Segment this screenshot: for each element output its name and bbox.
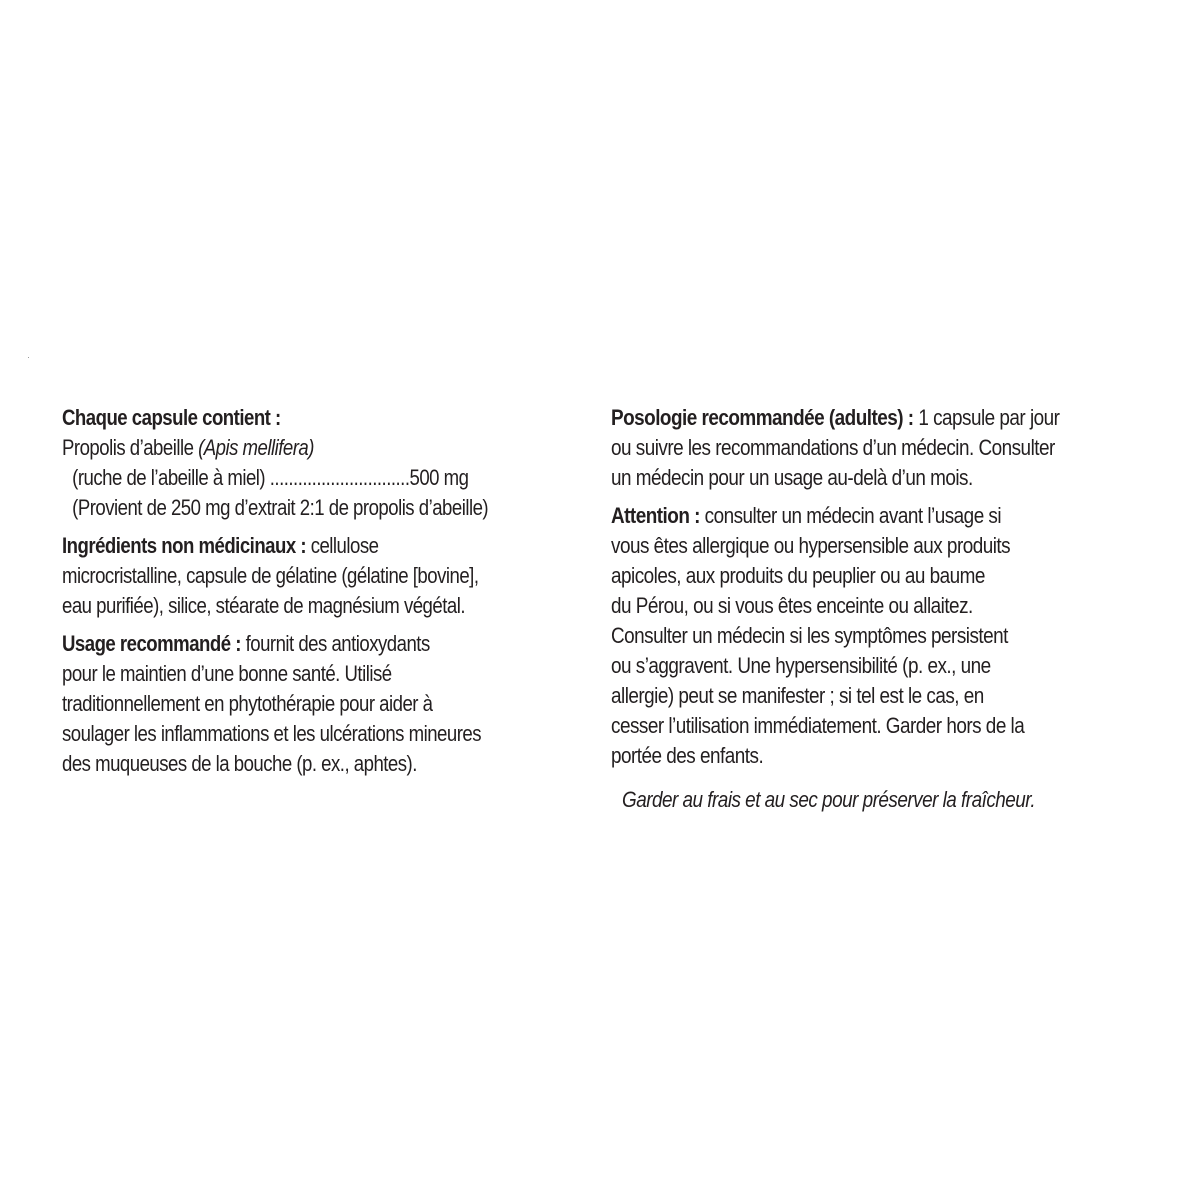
caution-line-2: vous êtes allergique ou hypersensible aux produits: [611, 533, 1011, 558]
contents-heading-text: Chaque capsule contient :: [62, 405, 281, 430]
nonmedicinal-section: [62, 531, 586, 621]
ingredient-source: (Provient de 250 mg d’extrait 2:1 de propolis d’abeille): [72, 495, 489, 520]
dosage-text-1: 1 capsule par jour: [913, 405, 1060, 430]
caution-line-7: allergie) peut se manifester ; si tel est le cas, en: [611, 683, 984, 708]
dosage-section: [611, 403, 1161, 493]
nonmed-heading: Ingrédients non médicinaux :: [62, 533, 307, 558]
caution-text-1: consulter un médecin avant l’usage si: [699, 503, 1002, 528]
usage-section: [62, 629, 586, 779]
storage-note: Garder au frais et au sec pour préserver la fraîcheur.: [622, 787, 1036, 812]
contents-heading: [62, 403, 586, 433]
usage-line-5: des muqueuses de la bouche (p. ex., aphtes).: [62, 751, 417, 776]
caution-line-3: apicoles, aux produits du peuplier ou au baume: [611, 563, 985, 588]
caution-line-9: portée des enfants.: [611, 743, 764, 768]
ingredient-name: Propolis d’abeille: [62, 435, 194, 460]
usage-line-1: [62, 629, 586, 659]
dosage-heading: Posologie recommandée (adultes) :: [611, 405, 914, 430]
nonmed-line-2: microcristalline, capsule de gélatine (gélatine [bovine],: [62, 563, 479, 588]
usage-line-3: traditionnellement en phytothérapie pour aider à: [62, 691, 433, 716]
caution-line-5: Consulter un médecin si les symptômes persistent: [611, 623, 1008, 648]
ingredient-amount: 500 mg: [409, 465, 469, 490]
ingredient-amount-line: [62, 463, 586, 493]
caution-line-6: ou s’aggravent. Une hypersensibilité (p. ex., une: [611, 653, 991, 678]
contents-section: [62, 403, 586, 523]
caution-line-1: [611, 501, 1161, 531]
dosage-line-1: [611, 403, 1161, 433]
usage-text-1: fournit des antioxydants: [240, 631, 430, 656]
usage-line-4: soulager les inflammations et les ulcérations mineures: [62, 721, 482, 746]
caution-line-4: du Pérou, ou si vous êtes enceinte ou allaitez.: [611, 593, 973, 618]
speck-mark: [28, 357, 29, 358]
usage-heading: Usage recommandé :: [62, 631, 241, 656]
dosage-line-2: ou suivre les recommandations d’un médecin. Consulter: [611, 435, 1055, 460]
left-column: [62, 403, 586, 779]
dosage-line-3: un médecin pour un usage au-delà d’un mois.: [611, 465, 973, 490]
right-column: [611, 403, 1161, 771]
caution-section: [611, 501, 1161, 771]
usage-line-2: pour le maintien d’une bonne santé. Utilisé: [62, 661, 392, 686]
ingredient-name-line: [62, 433, 586, 463]
caution-line-8: cesser l’utilisation immédiatement. Garder hors de la: [611, 713, 1025, 738]
nonmed-text-1: cellulose: [306, 533, 379, 558]
ingredient-latin-name: (Apis mellifera): [198, 435, 314, 460]
nonmed-line-3: eau purifiée), silice, stéarate de magnésium végétal.: [62, 593, 465, 618]
ingredient-part: (ruche de l’abeille à miel) ..............................: [72, 465, 410, 490]
caution-heading: Attention :: [611, 503, 700, 528]
nonmed-line-1: [62, 531, 586, 561]
